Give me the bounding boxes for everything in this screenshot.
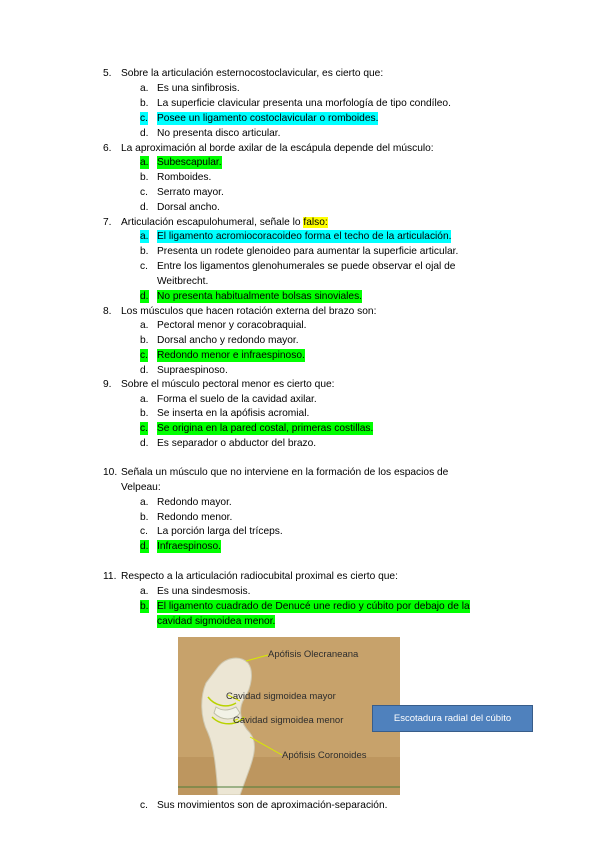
option-letter: c. <box>140 423 148 434</box>
option-text: Entre los ligamentos glenohumerales se puede observar el ojal de <box>157 261 456 272</box>
option-letter: a. <box>140 497 149 508</box>
label-sigmoid-major: Cavidad sigmoidea mayor <box>226 691 336 702</box>
option-text: Dorsal ancho y redondo mayor. <box>157 335 299 346</box>
highlighted-keyword: falso: <box>303 217 328 228</box>
option-text: El ligamento acromiocoracoideo forma el techo de la articulación. <box>157 231 452 242</box>
option-text: Se origina en la pared costal, primeras costillas. <box>157 423 374 434</box>
option-letter: c. <box>140 261 148 272</box>
option-letter: c. <box>140 526 148 537</box>
option-text: Presenta un rodete glenoideo para aumentar la superficie articular. <box>157 246 459 257</box>
label-coronoid: Apófisis Coronoides <box>282 750 367 761</box>
option-letter: c. <box>140 113 148 124</box>
option-text: La superficie clavicular presenta una morfología de tipo condíleo. <box>157 98 451 109</box>
option-letter: c. <box>140 800 148 811</box>
option-letter: a. <box>140 394 149 405</box>
option-text: Es una sindesmosis. <box>157 586 251 597</box>
option-letter: a. <box>140 586 149 597</box>
question-text: Articulación escapulohumeral, señale lo <box>121 217 304 228</box>
question-text: Sobre la articulación esternocostoclavicular, es cierto que: <box>121 68 384 79</box>
option-text: No presenta disco articular. <box>157 128 281 139</box>
question-text-line <box>121 216 328 229</box>
question-number: 10. <box>103 467 118 478</box>
question-number: 8. <box>103 306 112 317</box>
option-letter: d. <box>140 202 149 213</box>
option-text: Redondo mayor. <box>157 497 232 508</box>
question-text: Sobre el músculo pectoral menor es cierto que: <box>121 379 335 390</box>
option-text: Posee un ligamento costoclavicular o romboides. <box>157 113 379 124</box>
callout-text: Escotadura radial del cúbito <box>393 713 512 724</box>
option-text: Forma el suelo de la cavidad axilar. <box>157 394 317 405</box>
option-text: Subescapular. <box>157 157 222 168</box>
question-number: 7. <box>103 217 112 228</box>
option-letter: d. <box>140 541 149 552</box>
option-letter: d. <box>140 365 149 376</box>
option-letter: b. <box>140 246 149 257</box>
option-text: Redondo menor e infraespinoso. <box>157 350 305 361</box>
option-letter: a. <box>140 320 149 331</box>
question-text: Señala un músculo que no interviene en la formación de los espacios de <box>121 467 449 478</box>
label-olecranon: Apófisis Olecraneana <box>268 649 359 660</box>
question-number: 9. <box>103 379 112 390</box>
option-letter: c. <box>140 350 148 361</box>
option-letter: a. <box>140 83 149 94</box>
option-text: Weitbrecht. <box>157 276 209 287</box>
option-text: Romboides. <box>157 172 212 183</box>
option-text: Sus movimientos son de aproximación-separación. <box>157 800 388 811</box>
option-text: Pectoral menor y coracobraquial. <box>157 320 307 331</box>
ulna-illustration <box>178 637 400 795</box>
question-number: 6. <box>103 143 112 154</box>
option-text: No presenta habitualmente bolsas sinoviales. <box>157 291 363 302</box>
option-letter: b. <box>140 601 149 612</box>
question-number: 11. <box>103 571 117 582</box>
ulna-figure <box>178 637 400 795</box>
question-text: Velpeau: <box>121 482 161 493</box>
option-text: Supraespinoso. <box>157 365 228 376</box>
option-letter: b. <box>140 512 149 523</box>
option-text: Infraespinoso. <box>157 541 221 552</box>
option-text: La porción larga del tríceps. <box>157 526 283 537</box>
option-text: Es separador o abductor del brazo. <box>157 438 317 449</box>
option-text: Redondo menor. <box>157 512 233 523</box>
option-letter: a. <box>140 231 149 242</box>
option-letter: d. <box>140 438 149 449</box>
option-letter: d. <box>140 128 149 139</box>
option-letter: a. <box>140 157 149 168</box>
option-text: cavidad sigmoidea menor. <box>157 616 276 627</box>
option-letter: b. <box>140 408 149 419</box>
label-sigmoid-minor: Cavidad sigmoidea menor <box>233 715 344 726</box>
option-letter: c. <box>140 187 148 198</box>
option-letter: d. <box>140 291 149 302</box>
option-text: Serrato mayor. <box>157 187 224 198</box>
option-text: Dorsal ancho. <box>157 202 220 213</box>
question-number: 5. <box>103 68 112 79</box>
option-letter: b. <box>140 98 149 109</box>
question-text: Los músculos que hacen rotación externa del brazo son: <box>121 306 377 317</box>
option-text: El ligamento cuadrado de Denucé une redio y cúbito por debajo de la <box>157 601 470 612</box>
option-letter: b. <box>140 335 149 346</box>
option-text: Se inserta en la apófisis acromial. <box>157 408 310 419</box>
question-text: Respecto a la articulación radiocubital proximal es cierto que: <box>121 571 398 582</box>
option-letter: b. <box>140 172 149 183</box>
question-text: La aproximación al borde axilar de la escápula depende del músculo: <box>121 143 434 154</box>
callout-box <box>372 705 533 732</box>
option-text: Es una sinfibrosis. <box>157 83 240 94</box>
